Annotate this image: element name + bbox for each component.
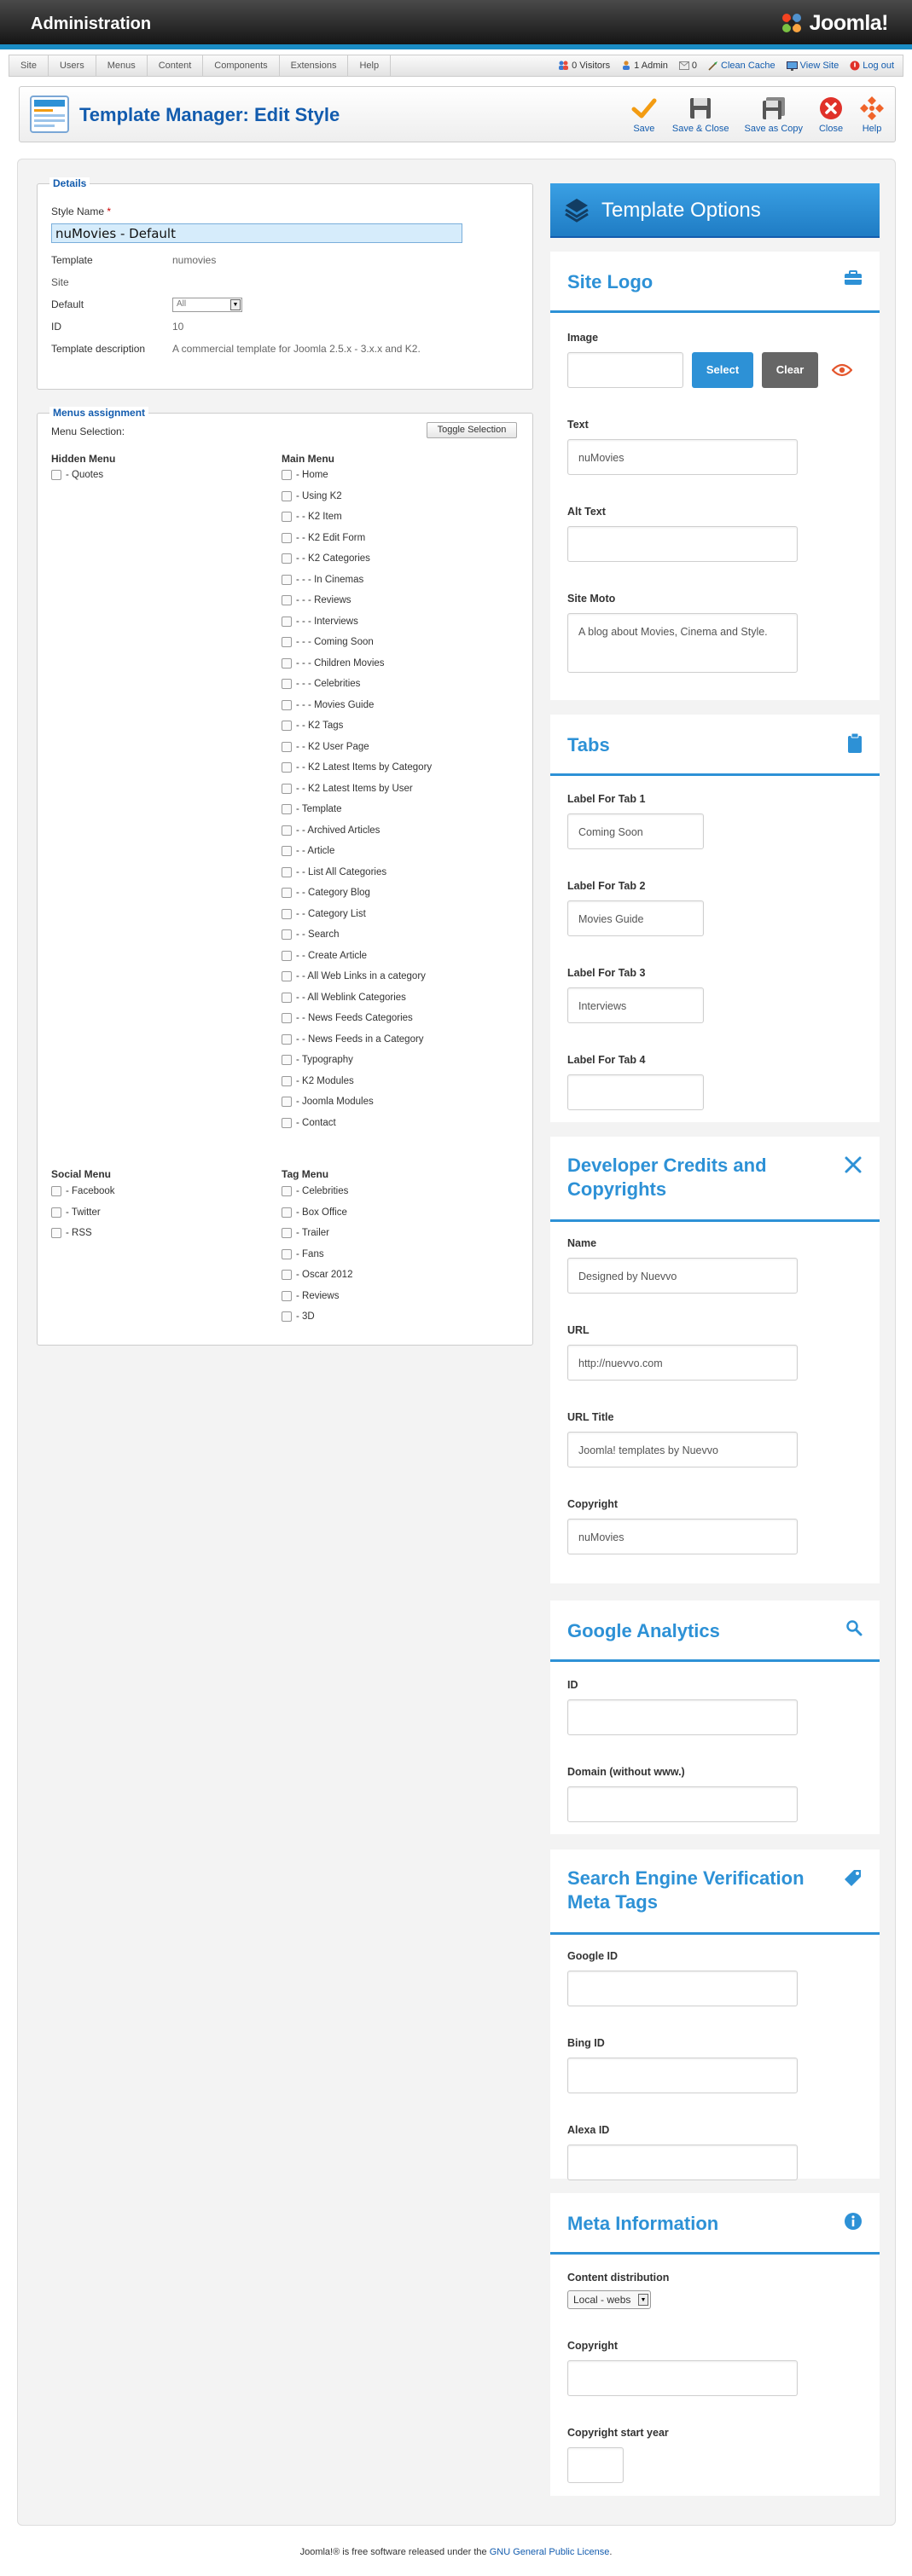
menu-checkbox-item[interactable] <box>282 909 366 919</box>
menu-checkbox-item[interactable] <box>282 700 374 710</box>
menu-checkbox-item[interactable] <box>51 1228 92 1238</box>
field-label: URL Title <box>567 1411 614 1423</box>
checkbox[interactable] <box>282 1076 292 1086</box>
text-label: Text <box>567 419 589 431</box>
checkbox[interactable] <box>282 679 292 689</box>
checkbox[interactable] <box>282 784 292 794</box>
checkbox[interactable] <box>282 1034 292 1045</box>
field-input[interactable]: Joomla! templates by Nuevvo <box>567 1432 798 1467</box>
menu-item-label: - - Create Article <box>296 950 368 961</box>
hidden-menu-title: Hidden Menu <box>51 453 116 465</box>
menus-assignment-legend: Menus assignment <box>49 407 148 419</box>
menu-components[interactable]: Components <box>203 55 279 76</box>
field-input[interactable]: Coming Soon <box>567 813 704 849</box>
mail-icon <box>679 61 689 70</box>
template-label: Template <box>51 254 93 266</box>
menu-item-label: - - - Children Movies <box>296 657 385 669</box>
menu-checkbox-item[interactable] <box>282 1207 347 1218</box>
checkbox[interactable] <box>51 470 61 480</box>
preview-eye-icon[interactable] <box>832 363 852 377</box>
site-moto-textarea[interactable]: A blog about Movies, Cinema and Style. <box>567 613 798 673</box>
menu-item-label: - K2 Modules <box>296 1075 354 1086</box>
id-value: 10 <box>172 321 184 333</box>
clear-image-button[interactable]: Clear <box>762 352 818 388</box>
main-content <box>17 159 896 2526</box>
field-input[interactable]: nuMovies <box>567 1519 798 1554</box>
field-input[interactable] <box>567 1971 798 2006</box>
image-label: Image <box>567 332 599 344</box>
menu-checkbox-item[interactable] <box>282 1311 315 1322</box>
brand-name: Joomla! <box>809 10 888 35</box>
menu-item-label: - Box Office <box>296 1207 347 1218</box>
page-title: Template Manager: Edit Style <box>79 104 340 125</box>
checkbox[interactable] <box>51 1207 61 1218</box>
field-label: Name <box>567 1237 597 1249</box>
menu-item-label: - - Search <box>296 929 340 940</box>
checkbox[interactable] <box>282 825 292 836</box>
menu-item-label: - Contact <box>296 1117 336 1128</box>
site-label: Site <box>51 276 69 288</box>
details-legend: Details <box>49 177 90 189</box>
meta-information-panel <box>550 2193 880 2496</box>
menu-item-label: - Fans <box>296 1248 324 1259</box>
checkbox[interactable] <box>282 846 292 856</box>
menu-item-label: - - Archived Articles <box>296 825 380 836</box>
menu-item-label: - RSS <box>66 1228 92 1238</box>
menu-item-label: - - - Movies Guide <box>296 699 375 710</box>
menu-checkbox-item[interactable] <box>282 993 406 1003</box>
menu-item-label: - - K2 Tags <box>296 721 344 731</box>
checkbox[interactable] <box>282 762 292 773</box>
tools-icon <box>844 1155 863 1174</box>
checkbox[interactable] <box>282 1013 292 1023</box>
site-logo-title: Site Logo <box>567 271 654 292</box>
field-label: Domain (without www.) <box>567 1766 685 1778</box>
menu-checkbox-item[interactable] <box>282 1186 348 1196</box>
template-value: numovies <box>172 254 217 266</box>
alt-text-label: Alt Text <box>567 506 606 518</box>
save-check-icon <box>631 96 657 121</box>
checkbox[interactable] <box>282 1207 292 1218</box>
save-copy-icon <box>762 96 786 120</box>
credits-title: Developer Credits and Copyrights <box>567 1155 767 1200</box>
checkbox[interactable] <box>282 909 292 919</box>
field-label: Label For Tab 3 <box>567 967 646 979</box>
page-toolbar <box>19 86 896 142</box>
close-button[interactable]: Close <box>813 96 849 134</box>
field-label: Copyright <box>567 1498 619 1510</box>
menu-checkbox-item[interactable] <box>282 1228 329 1238</box>
menu-checkbox-item[interactable] <box>282 1034 424 1045</box>
menu-checkbox-item[interactable] <box>282 846 334 856</box>
menu-item-label: - - - Interviews <box>296 616 358 627</box>
checkbox[interactable] <box>51 1186 61 1196</box>
menu-checkbox-item[interactable] <box>282 784 413 794</box>
menu-checkbox-item[interactable] <box>282 470 328 480</box>
field-input[interactable] <box>567 2058 798 2093</box>
menu-checkbox-item[interactable] <box>51 470 103 480</box>
main-menu-title: Main Menu <box>282 453 334 465</box>
broom-icon <box>708 61 718 71</box>
menu-checkbox-item[interactable] <box>282 971 426 981</box>
save-floppy-icon <box>689 97 712 119</box>
style-name-label: Style Name * <box>51 206 112 217</box>
checkbox[interactable] <box>282 1249 292 1259</box>
site-logo-panel <box>550 252 880 700</box>
menu-item-label: - - All Weblink Categories <box>296 992 406 1003</box>
seo-verification-panel <box>550 1850 880 2179</box>
checkbox[interactable] <box>282 721 292 731</box>
tag-icon <box>844 1868 863 1887</box>
menu-item-label: - - List All Categories <box>296 866 387 877</box>
checkbox[interactable] <box>282 993 292 1003</box>
checkbox[interactable] <box>282 617 292 627</box>
field-label: Label For Tab 4 <box>567 1054 646 1066</box>
field-label: Bing ID <box>567 2037 605 2049</box>
copyright-start-year-label: Copyright start year <box>567 2427 669 2439</box>
info-icon <box>844 2212 863 2231</box>
field-label: Label For Tab 2 <box>567 880 646 892</box>
menu-item-label: - Reviews <box>296 1290 340 1301</box>
menu-item-label: - - - In Cinemas <box>296 574 364 585</box>
help-lifebuoy-icon <box>860 96 884 120</box>
menu-site[interactable]: Site <box>9 55 49 76</box>
checkbox[interactable] <box>282 867 292 877</box>
field-label: Google ID <box>567 1950 619 1962</box>
style-name-input[interactable]: nuMovies - Default <box>51 223 462 243</box>
menu-selection-label: Menu Selection: <box>51 425 125 437</box>
main-menubar <box>9 55 903 77</box>
menu-item-label: - Home <box>296 470 328 480</box>
field-label: ID <box>567 1679 578 1691</box>
menu-item-label: - - News Feeds Categories <box>296 1013 413 1023</box>
menu-item-label: - - Article <box>296 846 335 856</box>
menu-item-label: - - Category Blog <box>296 888 370 898</box>
admin-title: Administration <box>31 14 152 33</box>
field-input[interactable]: Designed by Nuevvo <box>567 1258 798 1294</box>
default-label: Default <box>51 298 84 310</box>
menu-item-label: - Twitter <box>66 1207 101 1218</box>
menu-checkbox-item[interactable] <box>282 1118 336 1128</box>
image-path-input[interactable] <box>567 352 683 388</box>
save-copy-button[interactable]: Save as Copy <box>740 96 808 134</box>
menu-item-label: - Joomla Modules <box>296 1097 374 1107</box>
menu-checkbox-item[interactable] <box>282 595 351 605</box>
menu-help[interactable]: Help <box>348 55 391 76</box>
site-moto-label: Site Moto <box>567 593 616 605</box>
checkbox[interactable] <box>282 1291 292 1301</box>
checkbox[interactable] <box>282 951 292 961</box>
menu-checkbox-item[interactable] <box>282 1249 324 1259</box>
template-manager-icon <box>30 96 69 133</box>
clean-cache-link[interactable]: Clean Cache <box>708 61 775 71</box>
menu-checkbox-item[interactable] <box>282 762 432 773</box>
menu-item-label: - Trailer <box>296 1228 329 1238</box>
select-image-button[interactable]: Select <box>692 352 753 388</box>
field-input[interactable]: Movies Guide <box>567 900 704 936</box>
checkbox[interactable] <box>282 637 292 647</box>
checkbox[interactable] <box>282 1097 292 1107</box>
menu-checkbox-item[interactable] <box>282 575 363 585</box>
briefcase-icon <box>844 270 863 286</box>
checkbox[interactable] <box>282 658 292 669</box>
menu-checkbox-item[interactable] <box>282 1270 352 1280</box>
checkbox[interactable] <box>282 1118 292 1128</box>
checkbox[interactable] <box>282 804 292 814</box>
tabs-title: Tabs <box>567 734 610 755</box>
messages-status[interactable]: 0 <box>679 61 697 71</box>
layers-icon <box>562 195 591 224</box>
menu-checkbox-item[interactable] <box>282 617 358 627</box>
footer: Joomla!® is free software released under the GNU General Public License. <box>299 2547 613 2557</box>
menu-item-label: - Celebrities <box>296 1186 349 1196</box>
status-bar <box>558 55 903 76</box>
menu-checkbox-item[interactable] <box>282 721 343 731</box>
menu-item-label: - - - Coming Soon <box>296 637 374 647</box>
menu-checkbox-item[interactable] <box>282 1076 354 1086</box>
field-input[interactable] <box>567 1699 798 1735</box>
checkbox[interactable] <box>282 512 292 522</box>
checkbox[interactable] <box>282 575 292 585</box>
menu-item-label: - Using K2 <box>296 490 342 501</box>
menu-checkbox-item[interactable] <box>282 825 380 836</box>
checkbox[interactable] <box>282 470 292 480</box>
clipboard-icon <box>847 733 863 754</box>
menu-extensions[interactable]: Extensions <box>280 55 349 76</box>
menu-checkbox-item[interactable] <box>51 1186 115 1196</box>
joomla-logo-icon <box>779 10 805 36</box>
menu-item-label: - - Category List <box>296 908 366 919</box>
text-input[interactable]: nuMovies <box>567 439 798 475</box>
copyright-start-year-input[interactable] <box>567 2447 624 2483</box>
menu-checkbox-item[interactable] <box>282 1055 353 1065</box>
google-analytics-panel <box>550 1601 880 1834</box>
toggle-selection-button[interactable]: Toggle Selection <box>427 422 517 438</box>
admin-header <box>0 0 912 49</box>
field-label: Alexa ID <box>567 2124 610 2136</box>
help-button[interactable]: Help <box>854 96 890 134</box>
field-input[interactable] <box>567 2145 798 2180</box>
menu-content[interactable]: Content <box>148 55 204 76</box>
menu-item-label: - - K2 Latest Items by Category <box>296 762 433 773</box>
checkbox[interactable] <box>282 1311 292 1322</box>
chevron-down-icon: ▼ <box>230 299 241 310</box>
checkbox[interactable] <box>282 533 292 543</box>
menus-assignment-fieldset <box>37 407 533 1346</box>
checkbox[interactable] <box>282 888 292 898</box>
logout-link[interactable]: Log out <box>850 61 894 71</box>
menu-menus[interactable]: Menus <box>96 55 148 76</box>
visitors-icon <box>558 61 569 71</box>
menu-item-label: - - - Celebrities <box>296 679 361 689</box>
save-close-button[interactable]: Save & Close <box>667 96 735 134</box>
menu-item-label: - - All Web Links in a category <box>296 971 426 981</box>
menu-item-label: - - K2 Edit Form <box>296 532 366 543</box>
template-options-banner <box>550 183 880 238</box>
menu-checkbox-item[interactable] <box>282 533 365 543</box>
menu-checkbox-item[interactable] <box>282 867 386 877</box>
gpl-link[interactable]: GNU General Public License <box>489 2547 610 2557</box>
google-analytics-title: Google Analytics <box>567 1620 720 1641</box>
checkbox[interactable] <box>282 929 292 940</box>
checkbox[interactable] <box>282 971 292 981</box>
field-input[interactable] <box>567 1786 798 1822</box>
meta-information-title: Meta Information <box>567 2213 719 2234</box>
menu-checkbox-item[interactable] <box>51 1207 101 1218</box>
checkbox[interactable] <box>282 1055 292 1065</box>
menu-checkbox-item[interactable] <box>282 951 367 961</box>
checkbox[interactable] <box>282 700 292 710</box>
checkbox[interactable] <box>51 1228 61 1238</box>
field-input[interactable]: http://nuevvo.com <box>567 1345 798 1381</box>
content-distribution-label: Content distribution <box>567 2272 670 2284</box>
menu-item-label: - Typography <box>296 1055 353 1065</box>
menu-checkbox-item[interactable] <box>282 1291 339 1301</box>
menu-item-label: - - K2 Item <box>296 512 342 522</box>
tag-menu-title: Tag Menu <box>282 1168 329 1180</box>
view-site-link[interactable]: View Site <box>787 61 839 71</box>
joomla-logo[interactable] <box>779 10 888 36</box>
menu-checkbox-item[interactable] <box>282 1097 374 1107</box>
menu-item-label: - Oscar 2012 <box>296 1270 353 1280</box>
menu-checkbox-item[interactable] <box>282 637 374 647</box>
monitor-icon <box>787 61 798 71</box>
social-menu-title: Social Menu <box>51 1168 112 1180</box>
chevron-down-icon: ▼ <box>638 2294 648 2306</box>
menu-checkbox-item[interactable] <box>282 491 342 501</box>
checkbox[interactable] <box>282 1228 292 1238</box>
menu-checkbox-item[interactable] <box>282 804 341 814</box>
menu-item-label: - - K2 Categories <box>296 553 370 564</box>
menu-checkbox-item[interactable] <box>282 679 360 689</box>
checkbox[interactable] <box>282 1270 292 1280</box>
template-description-label: Template description <box>51 343 146 355</box>
details-fieldset <box>37 177 533 390</box>
menu-checkbox-item[interactable] <box>282 553 370 564</box>
menu-item-label: - - - Reviews <box>296 595 351 605</box>
menu-checkbox-item[interactable] <box>282 658 385 669</box>
default-select[interactable]: All ▼ <box>172 298 242 312</box>
menu-checkbox-item[interactable] <box>282 1013 413 1023</box>
id-label: ID <box>51 321 61 333</box>
visitors-status: 0 Visitors <box>558 61 610 71</box>
checkbox[interactable] <box>282 553 292 564</box>
menu-item-label: - - News Feeds in a Category <box>296 1033 424 1045</box>
copyright-label: Copyright <box>567 2340 619 2352</box>
search-icon <box>845 1619 863 1636</box>
menu-item-label: - Template <box>296 804 342 814</box>
copyright-input[interactable] <box>567 2360 798 2396</box>
admins-status: 1 Admin <box>621 61 668 71</box>
template-description-value: A commercial template for Joomla 2.5.x - 3.x.x and K2. <box>172 343 421 355</box>
menu-users[interactable]: Users <box>49 55 96 76</box>
menu-checkbox-item[interactable] <box>282 929 340 940</box>
seo-title: Search Engine Verification Meta Tags <box>567 1867 805 1913</box>
checkbox[interactable] <box>282 491 292 501</box>
menu-item-label: - - K2 Latest Items by User <box>296 783 413 794</box>
menu-item-label: - Quotes <box>66 470 104 480</box>
template-options-title: Template Options <box>601 199 761 222</box>
tabs-panel <box>550 715 880 1122</box>
menu-checkbox-item[interactable] <box>282 888 370 898</box>
menu-checkbox-item[interactable] <box>282 742 369 752</box>
alt-text-input[interactable] <box>567 526 798 562</box>
menu-item-label: - - K2 User Page <box>296 741 369 752</box>
field-label: Label For Tab 1 <box>567 793 646 805</box>
menu-item-label: - Facebook <box>66 1186 115 1196</box>
developer-credits-panel <box>550 1137 880 1583</box>
checkbox[interactable] <box>282 595 292 605</box>
content-distribution-select[interactable]: Local - webs ▼ <box>567 2290 651 2309</box>
checkbox[interactable] <box>282 742 292 752</box>
save-button[interactable]: Save <box>626 96 662 134</box>
close-icon <box>819 96 843 120</box>
field-label: URL <box>567 1324 590 1336</box>
toolbar-buttons <box>626 96 890 134</box>
field-input[interactable]: Interviews <box>567 987 704 1023</box>
checkbox[interactable] <box>282 1186 292 1196</box>
logout-icon <box>850 61 860 71</box>
menu-item-label: - 3D <box>296 1311 315 1322</box>
admin-icon <box>621 61 631 71</box>
field-input[interactable] <box>567 1074 704 1110</box>
menu-checkbox-item[interactable] <box>282 512 342 522</box>
